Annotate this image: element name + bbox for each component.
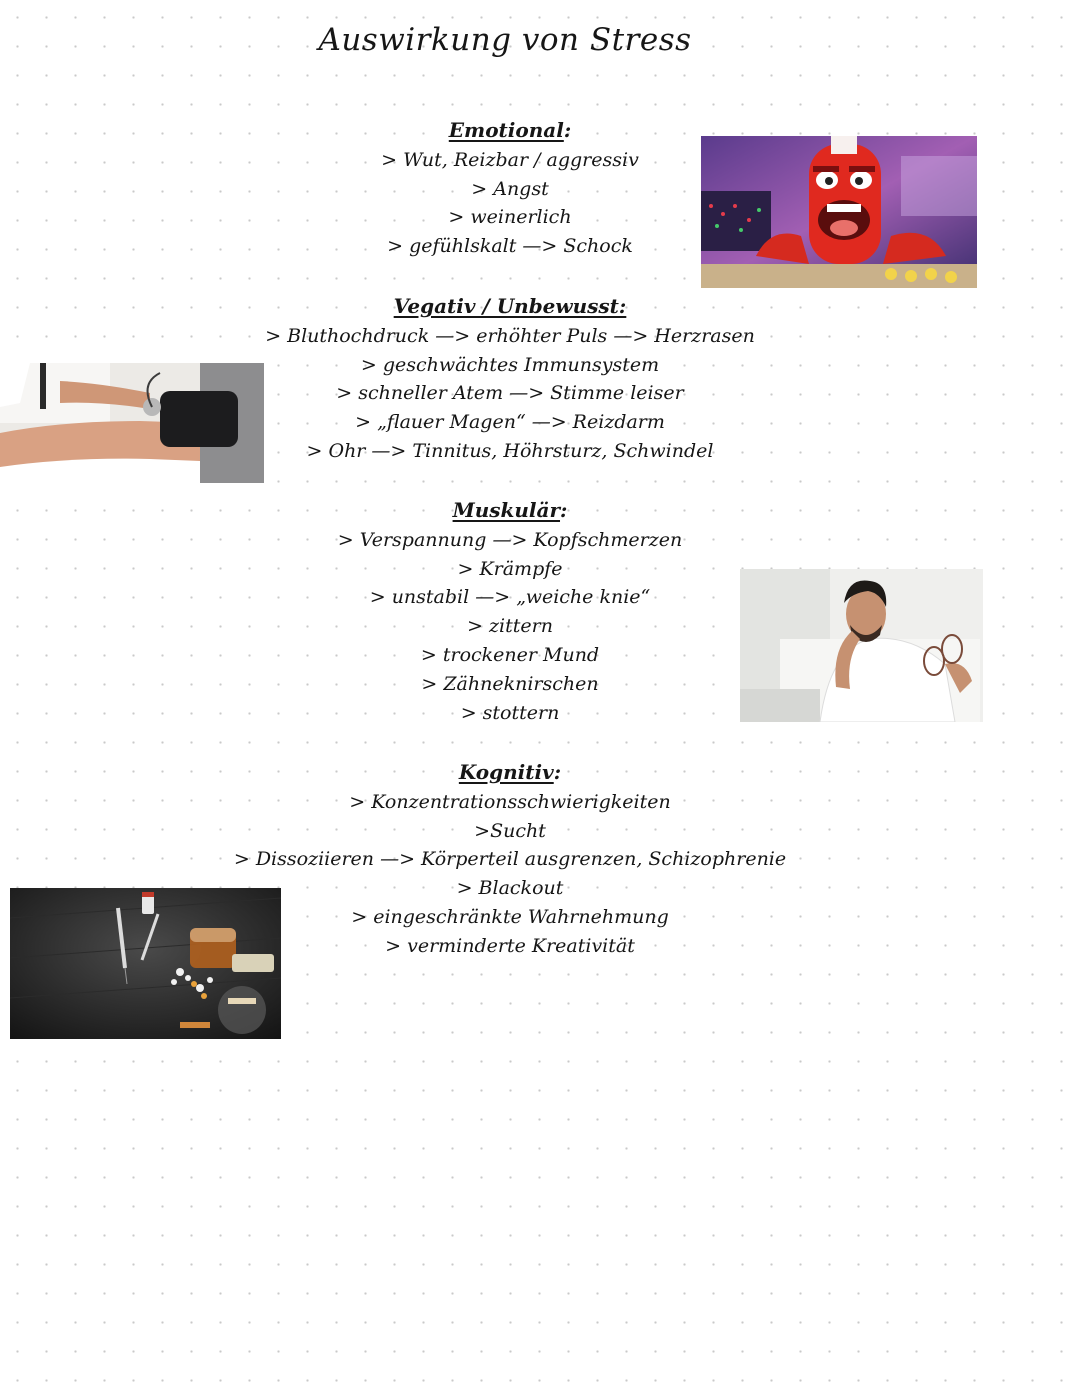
list-item: > Verspannung —> Kopfschmerzen xyxy=(337,528,683,551)
addiction-image xyxy=(10,888,281,1039)
list-item: > eingeschränkte Wahrnehmung xyxy=(351,905,669,928)
list-item: > Ohr —> Tinnitus, Höhrsturz, Schwindel xyxy=(306,439,714,462)
list-item: > trockener Mund xyxy=(420,643,600,666)
section-muskulaer xyxy=(290,496,730,727)
section-heading: Muskulär: xyxy=(452,498,568,522)
list-item: > gefühlskalt —> Schock xyxy=(387,235,633,258)
page-title: Auswirkung von Stress xyxy=(318,22,692,58)
section-heading: Emotional: xyxy=(448,118,572,142)
list-item: > verminderte Kreativität xyxy=(385,934,635,957)
list-item: > Krämpfe xyxy=(457,557,563,580)
list-item: > stottern xyxy=(460,701,560,724)
list-item: > Blackout xyxy=(456,877,564,900)
section-kognitiv xyxy=(190,758,830,961)
list-item: > weinerlich xyxy=(448,206,572,229)
section-heading: Kognitiv: xyxy=(458,760,562,784)
list-item: > Dissoziieren —> Körperteil ausgrenzen, Schizophrenie xyxy=(233,848,787,871)
list-item: > unstabil —> „weiche knie“ xyxy=(369,586,651,609)
list-item: > Zähneknirschen xyxy=(421,672,599,695)
list-item: > Wut, Reizbar / aggressiv xyxy=(381,148,639,171)
list-item: > „flauer Magen“ —> Reizdarm xyxy=(355,411,665,434)
section-heading: Vegativ / Unbewusst: xyxy=(393,294,627,318)
list-item: > geschwächtes Immunsystem xyxy=(360,353,660,376)
list-item: > Bluthochdruck —> erhöhter Puls —> Herzrasen xyxy=(265,324,755,347)
anger-image xyxy=(701,136,977,288)
list-item: > zittern xyxy=(467,615,553,638)
section-vegetativ xyxy=(230,292,790,466)
blood-pressure-image xyxy=(0,363,264,483)
headache-image xyxy=(740,569,983,722)
list-item: >Sucht xyxy=(474,819,546,842)
section-emotional xyxy=(300,116,720,261)
list-item: > Angst xyxy=(471,177,549,200)
list-item: > schneller Atem —> Stimme leiser xyxy=(336,382,684,405)
list-item: > Konzentrationsschwierigkeiten xyxy=(349,790,671,813)
